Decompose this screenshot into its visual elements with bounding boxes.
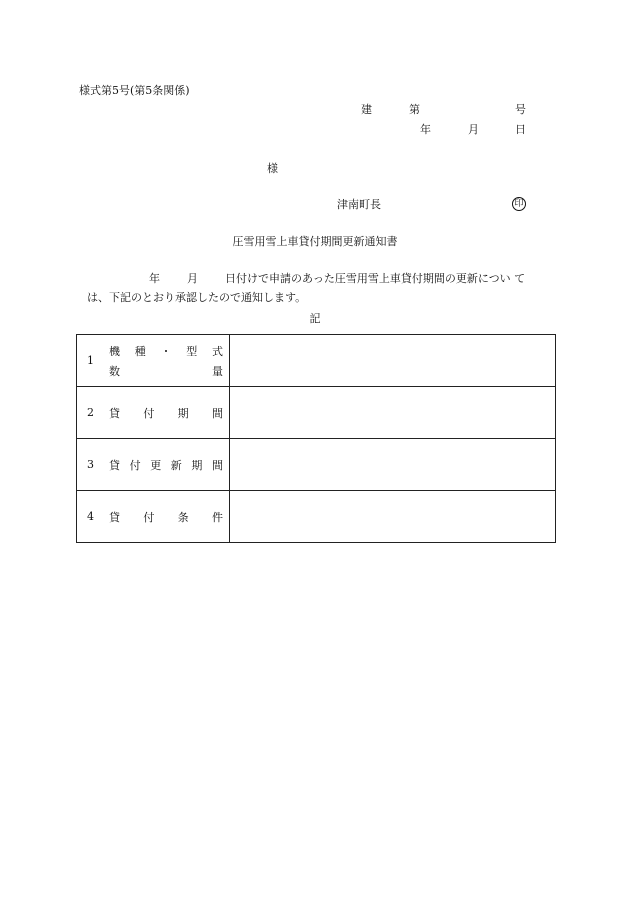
body-year-label: 年 [149,272,160,285]
label-char: 量 [212,364,223,378]
label-char: 付 [143,406,155,420]
row-number: 1 [87,354,94,367]
seal-icon: 印 [512,197,526,211]
row-label-text [109,457,223,473]
row-label-cell [77,335,230,387]
row-value-cell[interactable] [230,439,556,491]
document-number-go: 号 [515,103,526,116]
label-char: 期 [177,406,189,420]
label-char: 数 [109,364,120,378]
body-month-label: 月 [187,272,198,285]
label-char: 間 [211,458,223,472]
row-label-cell [77,491,230,543]
row-value-cell[interactable] [230,335,556,387]
document-number-dai: 第 [409,103,420,116]
label-char: 付 [129,458,141,472]
table-row [77,491,556,543]
label-char: 付 [143,510,155,524]
table-row [77,335,556,387]
label-char: 貸 [109,406,120,420]
row-number: 4 [87,510,94,523]
row-label-text [109,343,223,379]
items-table [76,334,556,543]
label-char: 型 [186,344,198,358]
label-char: 条 [177,510,189,524]
row-number: 2 [87,406,94,419]
label-char: 貸 [109,510,120,524]
date-month-label: 月 [468,123,479,136]
label-char: 機 [109,344,120,358]
label-char: 件 [211,510,223,524]
row-value-cell[interactable] [230,387,556,439]
label-char: 間 [211,406,223,420]
table-row [77,439,556,491]
label-char: ・ [160,344,172,358]
label-char: 貸 [109,458,120,472]
body-line-1-text: 日付けで申請のあった圧雪用雪上車貸付期間の更新につい て [225,272,526,285]
document-title: 圧雪用雪上車貸付期間更新通知書 [232,235,398,248]
row-label-text [109,405,223,421]
table-row [77,387,556,439]
issuer-name: 津南町長 [337,198,381,211]
ki-marker: 記 [309,312,321,325]
row-label-text [109,509,223,525]
row-label-cell [77,439,230,491]
row-value-cell[interactable] [230,491,556,543]
form-number: 様式第5号(第5条関係) [79,84,190,97]
label-char: 式 [212,344,223,358]
label-char: 期 [191,458,203,472]
label-char: 種 [134,344,146,358]
label-char: 更 [150,458,162,472]
row-number: 3 [87,458,94,471]
body-line-2: は、下記のとおり承認したので通知します。 [87,291,307,304]
date-year-label: 年 [420,123,431,136]
body-line-1 [149,273,525,284]
date-day-label: 日 [515,123,526,136]
row-label-cell [77,387,230,439]
document-number-prefix: 建 [361,103,372,116]
addressee-honorific: 様 [267,162,278,175]
label-char: 新 [170,458,182,472]
